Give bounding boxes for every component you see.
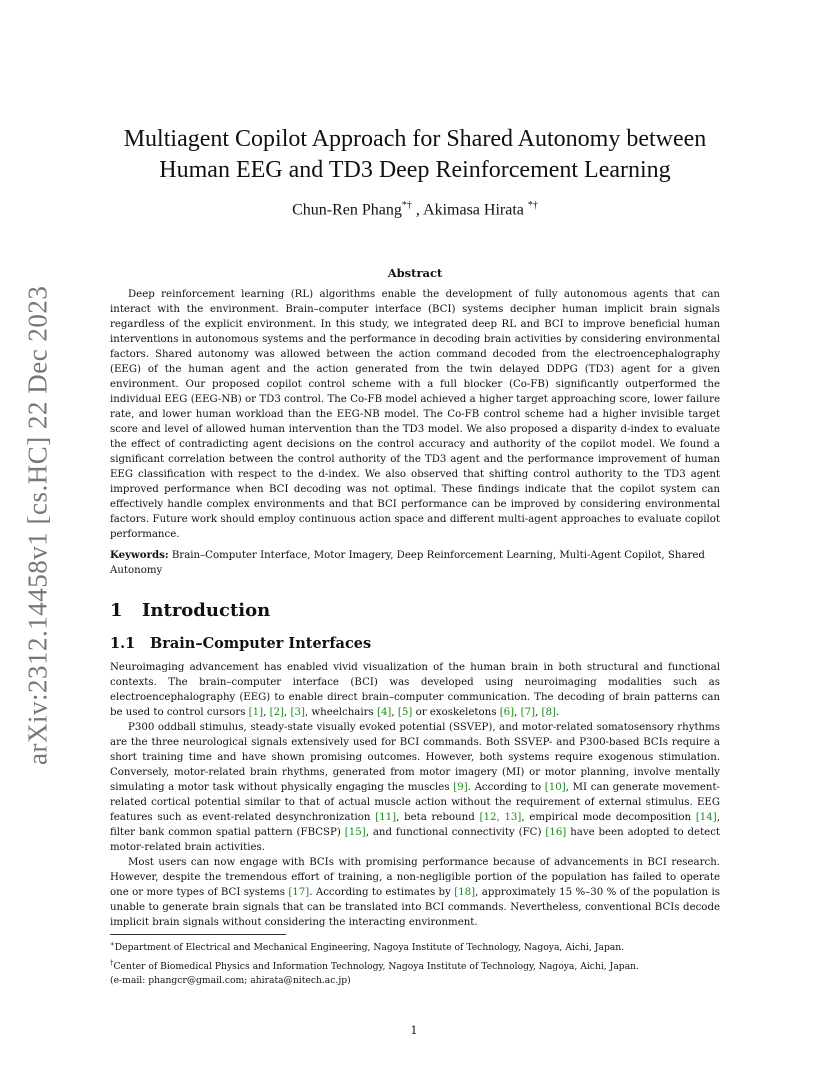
footnote [110, 937, 730, 956]
paragraph-text: , beta rebound [396, 812, 480, 823]
footnote [110, 974, 730, 989]
footnote [110, 956, 730, 975]
abstract-heading: Abstract [387, 266, 443, 280]
paragraph-text: Neuroimaging advancement has enabled vivid visualization of the human brain in both structural and functional contexts. The brain–computer interface (BCI) was developed using neuroimaging modalities such as electroencephalography (EEG) to enable direct brain–computer communication. The decoding of brain patterns can be used to control cursors [110, 662, 720, 718]
paragraph-text: , and functional connectivity (FC) [365, 827, 546, 838]
footnote-text: Center of Biomedical Physics and Information Technology, Nagoya Institute of Technology, Nagoya, Aichi, Japan. [113, 960, 640, 972]
section-title: Introduction [142, 600, 271, 621]
footnote-text: Department of Electrical and Mechanical Engineering, Nagoya Institute of Technology, Nagoya, Aichi, Japan. [114, 942, 625, 954]
abstract-text: Deep reinforcement learning (RL) algorithms enable the development of fully autonomous agents that can interact with the environment. Brain–computer interface (BCI) systems decipher human implicit brain signals regardless of the explicit environment. In this study, we integrated deep RL and BCI to improve beneficial human interventions in autonomous systems and the performance in decoding brain activities by considering environmental factors. Shared autonomy was allowed between the action command decoded from the electroencephalography (EEG) of the human agent and the action generated from the twin delayed DDPG (TD3) agent for a given environment. Our proposed copilot control scheme with a full blocker (Co-FB) significantly outperformed the individual EEG (EEG-NB) or TD3 control. The Co-FB model achieved a higher target approaching score, lower failure rate, and lower human workload than the EEG-NB model. The Co-FB control scheme had a higher invisible target score and level of allowed human intervention than the TD3 model. We also proposed a disparity d-index to evaluate the effect of contradicting agent decisions on the control accuracy and authority of the copilot model. We found a significant correlation between the control authority of the TD3 agent and the performance improvement of human EEG classification with respect to the d-index. We also observed that shifting control authority to the TD3 agent improved performance when BCI decoding was not optimal. These findings indicate that the copilot system can effectively handle complex environments and that BCI performance can be improved by considering environmental factors. Future work should employ continuous action space and different multi-agent approaches to evaluate copilot performance. [110, 289, 720, 540]
paragraph [110, 855, 720, 930]
paragraph: Neuroimaging advancement has enabled vivid visualization of the human brain in both structural and functional contexts. The brain–computer interface (BCI) was developed using neuroimaging modalities such as electroencephalography (EEG) to enable direct brain–computer communication. The decoding of brain patterns can be used to control cursors [1], [2], [3], wheelchairs [4], [5] or exoskeletons [6], [7], [8]. [110, 662, 720, 718]
citation-link[interactable]: 13] [504, 812, 522, 823]
citation-link[interactable]: [4] [376, 707, 392, 718]
keywords [110, 548, 720, 578]
paragraph-text: . According to estimates by [309, 887, 455, 898]
footnotes [110, 937, 730, 989]
author-name: Akimasa Hirata [423, 201, 528, 219]
citation-link[interactable]: [16] [545, 827, 567, 838]
citation-link[interactable]: [11] [375, 812, 397, 823]
affiliation-marks: *† [401, 200, 412, 211]
section-number: 1 [110, 600, 123, 621]
citation-link[interactable]: [5] [397, 707, 413, 718]
affiliation-marks: *† [527, 200, 538, 211]
citation-link[interactable]: [7] [520, 707, 536, 718]
keywords-text: Brain–Computer Interface, Motor Imagery, Deep Reinforcement Learning, Multi-Agent Copilot, Shared Autonomy [110, 550, 705, 576]
author-list [90, 200, 740, 219]
footnote-divider [110, 934, 286, 935]
citation-link[interactable]: [17] [288, 887, 310, 898]
citation-link[interactable]: [10] [544, 782, 566, 793]
paragraph-text: , empirical mode decomposition [521, 812, 696, 823]
citation-link[interactable]: [2] [269, 707, 285, 718]
footnote-mark: ∗ [110, 940, 115, 948]
paragraph [110, 720, 720, 855]
keywords-label: Keywords: [110, 549, 169, 561]
paragraph-text: P300 oddball stimulus, steady-state visually evoked potential (SSVEP), and motor-related somatosensory rhythms are the three neurological signals extensively used for BCI commands. Both SSVEP- and P300-based BCIs require a short training time and have shown promising outcomes. However, both systems require exogenous stimulation. Conversely, motor-related brain rhythms, generated from motor imagery (MI) or motor planning, involve mentally simulating a motor task without physically engaging the muscles [110, 722, 720, 793]
paragraph-text: Most users can now engage with BCIs with promising performance because of advancements in BCI research. However, despite the tremendous effort of training, a non-negligible portion of the population has failed to operate one or more types of BCI systems [110, 857, 720, 898]
paper-title: Multiagent Copilot Approach for Shared Autonomy between Human EEG and TD3 Deep Reinforcement Learning [123, 126, 707, 183]
author-name: Chun-Ren Phang [292, 201, 402, 219]
section-body [110, 660, 720, 930]
citation-link[interactable]: [1] [248, 707, 264, 718]
citation-link[interactable]: [15] [344, 827, 366, 838]
subsection-number: 1.1 [110, 635, 136, 652]
subsection-title: Brain–Computer Interfaces [150, 635, 372, 652]
arxiv-identifier[interactable]: arXiv:2312.14458v1 [cs.HC] 22 Dec 2023 [22, 285, 53, 765]
paragraph-text: , approximately 15 %–30 % of the population is unable to generate brain signals that can be translated into BCI commands. Nevertheless, conventional BCIs decode implicit brain signals without considering the interacting environment. [110, 887, 720, 928]
citation-link[interactable]: [12, [479, 812, 500, 823]
author-separator: , [411, 201, 424, 219]
citation-link[interactable]: [8] [541, 707, 556, 718]
paragraph-text: , filter bank common spatial pattern (FBCSP) [110, 812, 720, 838]
paragraph-text: have been adopted to detect motor-related brain activities. [110, 827, 720, 853]
citation-link[interactable]: [3] [290, 707, 305, 718]
citation-link[interactable]: [14] [695, 812, 717, 823]
abstract-body [110, 287, 720, 542]
page-number: 1 [410, 1024, 418, 1037]
paragraph-text: . According to [467, 782, 545, 793]
citation-link[interactable]: [9] [453, 782, 468, 793]
paragraph-text: , MI can generate movement-related cortical potential similar to that of actual muscle action without the requirement of external stimulus. EEG features such as event-related desynchronization [110, 782, 720, 823]
citation-link[interactable]: [18] [454, 887, 476, 898]
subsection-heading [110, 635, 371, 652]
citation-link[interactable]: [6] [499, 707, 515, 718]
footnote-text: (e-mail: phangcr@gmail.com; ahirata@nitech.ac.jp) [110, 975, 351, 987]
section-heading [110, 600, 270, 621]
footnote-mark: † [110, 958, 114, 967]
